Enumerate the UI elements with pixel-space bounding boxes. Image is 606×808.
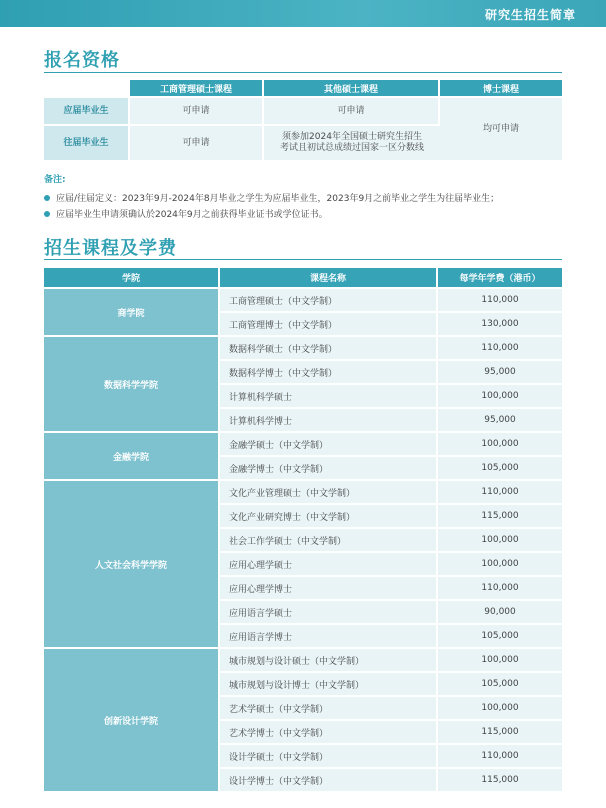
- column-header: 每学年学费（港币）: [438, 268, 562, 287]
- course-name: 数据科学硕士（中文学制）: [220, 335, 438, 359]
- course-name: 艺术学博士（中文学制）: [220, 719, 438, 743]
- annual-fee: 100,000: [438, 383, 562, 407]
- row-label: 应届毕业生: [44, 96, 130, 124]
- programs-title: 招生课程及学费: [44, 238, 177, 259]
- annual-fee: 95,000: [438, 407, 562, 431]
- course-name: 艺术学硕士（中文学制）: [220, 695, 438, 719]
- annual-fee: 110,000: [438, 575, 562, 599]
- annual-fee: 100,000: [438, 551, 562, 575]
- column-header: 其他硕士课程: [264, 80, 440, 96]
- column-header: 博士课程: [440, 80, 562, 96]
- annual-fee: 90,000: [438, 599, 562, 623]
- course-name: 应用语言学硕士: [220, 599, 438, 623]
- program-fee-table: [44, 268, 562, 791]
- eligibility-table: [44, 80, 562, 160]
- course-name: 文化产业研究博士（中文学制）: [220, 503, 438, 527]
- course-name: 设计学硕士（中文学制）: [220, 743, 438, 767]
- course-name: 计算机科学博士: [220, 407, 438, 431]
- annual-fee: 100,000: [438, 647, 562, 671]
- note-text: 应届/往届定义：2023年9月-2024年8月毕业之学生为应届毕业生，2023年9月之前毕业之学生为往届毕业生；: [56, 194, 500, 204]
- table-row: [44, 479, 562, 503]
- course-name: 文化产业管理硕士（中文学制）: [220, 479, 438, 503]
- school-name: 创新设计学院: [44, 647, 220, 791]
- eligibility-header-row: [44, 80, 562, 96]
- table-row: [44, 335, 562, 359]
- course-name: 金融学博士（中文学制）: [220, 455, 438, 479]
- annual-fee: 100,000: [438, 695, 562, 719]
- course-name: 金融学硕士（中文学制）: [220, 431, 438, 455]
- annual-fee: 100,000: [438, 527, 562, 551]
- annual-fee: 105,000: [438, 455, 562, 479]
- column-header: 工商管理硕士课程: [130, 80, 264, 96]
- bullet-icon: [44, 211, 50, 217]
- table-row: [44, 431, 562, 455]
- course-name: 城市规划与设计硕士（中文学制）: [220, 647, 438, 671]
- column-header: 课程名称: [220, 268, 438, 287]
- eligibility-title: 报名资格: [44, 50, 120, 71]
- note-item: [44, 191, 499, 204]
- annual-fee: 115,000: [438, 767, 562, 791]
- course-name: 工商管理硕士（中文学制）: [220, 287, 438, 311]
- annual-fee: 105,000: [438, 671, 562, 695]
- school-name: 人文社会科学学院: [44, 479, 220, 647]
- annual-fee: 110,000: [438, 335, 562, 359]
- bullet-icon: [44, 195, 50, 201]
- eligibility-row: [44, 96, 562, 124]
- annual-fee: 110,000: [438, 479, 562, 503]
- table-row: [44, 647, 562, 671]
- school-name: 金融学院: [44, 431, 220, 479]
- course-name: 数据科学博士（中文学制）: [220, 359, 438, 383]
- other-masters-eligibility: 须参加2024年全国硕士研究生招生考试且初试总成绩过国家一区分数线: [264, 124, 440, 160]
- course-name: 工商管理博士（中文学制）: [220, 311, 438, 335]
- annual-fee: 105,000: [438, 623, 562, 647]
- fee-table-body: [44, 287, 562, 791]
- mba-eligibility: 可申请: [130, 96, 264, 124]
- annual-fee: 115,000: [438, 503, 562, 527]
- annual-fee: 95,000: [438, 359, 562, 383]
- phd-eligibility: 均可申请: [440, 96, 562, 160]
- annual-fee: 130,000: [438, 311, 562, 335]
- annual-fee: 110,000: [438, 287, 562, 311]
- fee-header-row: [44, 268, 562, 287]
- mba-eligibility: 可申请: [130, 124, 264, 160]
- course-name: 应用心理学硕士: [220, 551, 438, 575]
- eligibility-corner-cell: [44, 80, 130, 96]
- course-name: 社会工作学硕士（中文学制）: [220, 527, 438, 551]
- table-row: [44, 287, 562, 311]
- school-name: 商学院: [44, 287, 220, 335]
- section-divider: [44, 72, 562, 73]
- note-text: 应届毕业生申请须确认於2024年9月之前获得毕业证书或学位证书。: [56, 210, 328, 220]
- header-band: [0, 0, 606, 27]
- course-name: 计算机科学硕士: [220, 383, 438, 407]
- note-item: [44, 207, 328, 220]
- column-header: 学院: [44, 268, 220, 287]
- course-name: 应用语言学博士: [220, 623, 438, 647]
- annual-fee: 115,000: [438, 719, 562, 743]
- annual-fee: 110,000: [438, 743, 562, 767]
- other-masters-eligibility: 可申请: [264, 96, 440, 124]
- course-name: 应用心理学博士: [220, 575, 438, 599]
- section-divider: [44, 259, 562, 260]
- school-name: 数据科学学院: [44, 335, 220, 431]
- course-name: 城市规划与设计博士（中文学制）: [220, 671, 438, 695]
- row-label: 往届毕业生: [44, 124, 130, 160]
- notes-label: 备注:: [44, 175, 66, 185]
- annual-fee: 100,000: [438, 431, 562, 455]
- document-title: 研究生招生简章: [484, 8, 576, 22]
- course-name: 设计学博士（中文学制）: [220, 767, 438, 791]
